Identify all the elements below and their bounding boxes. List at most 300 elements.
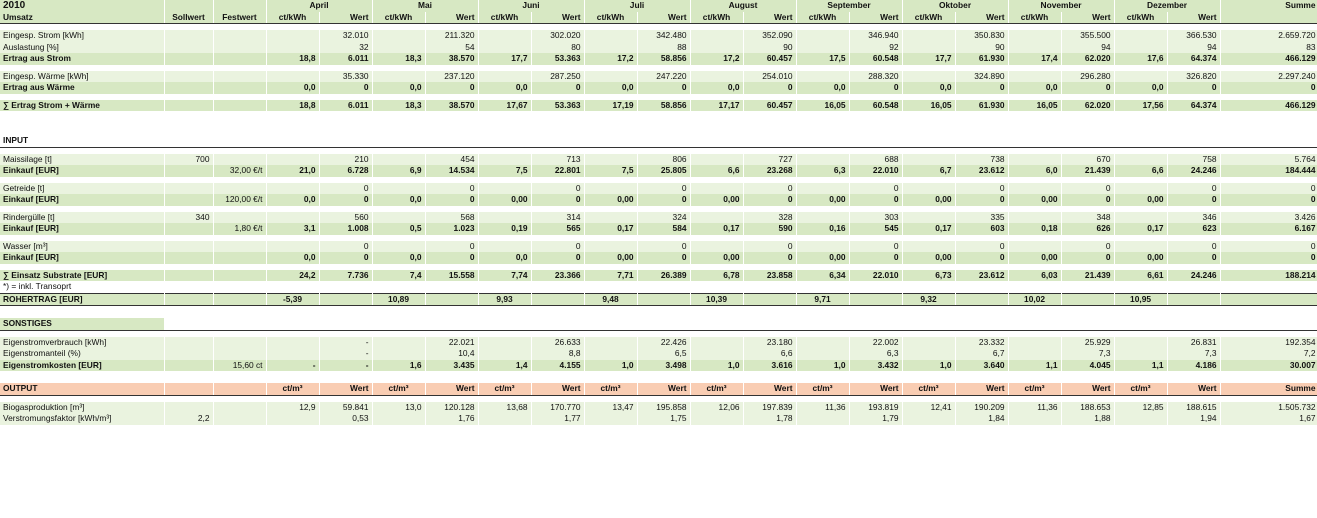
value-cell (849, 293, 902, 306)
value-cell: 0 (1167, 252, 1220, 264)
value-cell: 23.858 (743, 270, 796, 282)
value-cell (902, 337, 955, 349)
value-header: Wert (955, 383, 1008, 395)
row-label: Verstromungsfaktor [kWh/m³] (0, 413, 164, 425)
sum-cell: 2.659.720 (1220, 30, 1317, 42)
value-cell: 0,0 (266, 194, 319, 206)
value-cell (690, 337, 743, 349)
value-cell (478, 30, 531, 42)
empty-cell (690, 371, 743, 383)
sum-cell: 0 (1220, 82, 1317, 94)
value-cell: 0 (531, 183, 584, 195)
empty-cell (796, 281, 849, 293)
value-cell: 195.858 (637, 402, 690, 414)
value-cell: 0 (531, 82, 584, 94)
value-cell: 328 (743, 212, 796, 224)
value-cell: 18,8 (266, 100, 319, 112)
empty-cell (584, 281, 637, 293)
value-cell: 6.011 (319, 100, 372, 112)
empty-cell (955, 123, 1008, 135)
value-cell: 6,78 (690, 270, 743, 282)
value-cell: 7.736 (319, 270, 372, 282)
empty-cell (584, 135, 637, 147)
unit-header: ct/m³ (372, 383, 425, 395)
value-cell: 0 (1061, 252, 1114, 264)
value-cell (584, 183, 637, 195)
value-cell: 0,0 (1114, 82, 1167, 94)
value-header: Wert (743, 383, 796, 395)
value-cell: 25.805 (637, 165, 690, 177)
value-cell (1008, 212, 1061, 224)
sollwert-cell (164, 402, 213, 414)
value-cell: 6,7 (955, 348, 1008, 360)
value-cell: 17,67 (478, 100, 531, 112)
empty-cell (213, 318, 266, 330)
value-cell: 6,03 (1008, 270, 1061, 282)
festwert-cell: 32,00 €/t (213, 165, 266, 177)
value-cell: 0 (1061, 194, 1114, 206)
value-cell: 62.020 (1061, 100, 1114, 112)
value-cell: 60.548 (849, 53, 902, 65)
festwert-cell (213, 270, 266, 282)
sollwert-cell (164, 165, 213, 177)
value-cell: 7,5 (478, 165, 531, 177)
sonstiges-title: SONSTIGES (0, 318, 164, 330)
empty-cell (1061, 281, 1114, 293)
sollwert-cell: 2,2 (164, 413, 213, 425)
row-label: Einkauf [EUR] (0, 194, 164, 206)
row-label: ROHERTRAG [EUR] (0, 293, 164, 306)
value-cell: 303 (849, 212, 902, 224)
value-cell: 22.010 (849, 270, 902, 282)
empty-cell (1167, 318, 1220, 330)
month-header: September (796, 0, 902, 12)
value-cell: 302.020 (531, 30, 584, 42)
row-label: Einkauf [EUR] (0, 252, 164, 264)
empty-cell (164, 0, 213, 12)
value-cell: 603 (955, 223, 1008, 235)
value-cell: 0,17 (902, 223, 955, 235)
festwert-cell (213, 293, 266, 306)
value-cell: 6,6 (690, 165, 743, 177)
month-header: August (690, 0, 796, 12)
empty-cell (531, 135, 584, 147)
value-cell: 0 (637, 252, 690, 264)
empty-cell (637, 111, 690, 123)
empty-cell (743, 111, 796, 123)
festwert-cell (213, 100, 266, 112)
value-cell: 350.830 (955, 30, 1008, 42)
festwert-cell (213, 82, 266, 94)
value-cell: 0,5 (372, 223, 425, 235)
empty-cell (425, 371, 478, 383)
empty-cell (319, 318, 372, 330)
empty-cell (1008, 371, 1061, 383)
value-cell (955, 293, 1008, 306)
value-cell: 1.008 (319, 223, 372, 235)
value-cell: 1,94 (1167, 413, 1220, 425)
value-cell: 0,0 (266, 82, 319, 94)
value-cell: 12,85 (1114, 402, 1167, 414)
empty-cell (1114, 111, 1167, 123)
empty-cell (902, 371, 955, 383)
value-cell: 0,0 (1008, 82, 1061, 94)
value-cell: 6,6 (1114, 165, 1167, 177)
sum-cell: 2.297.240 (1220, 71, 1317, 83)
empty-cell (266, 135, 319, 147)
value-cell: 623 (1167, 223, 1220, 235)
data-row (0, 348, 1317, 360)
unit-header: ct/m³ (478, 383, 531, 395)
value-cell (1114, 30, 1167, 42)
value-cell (1114, 154, 1167, 166)
festwert-cell (213, 337, 266, 349)
value-cell: 366.530 (1167, 30, 1220, 42)
value-cell: 17,2 (690, 53, 743, 65)
value-cell: 11,36 (796, 402, 849, 414)
month-header: Dezember (1114, 0, 1220, 12)
value-cell: 806 (637, 154, 690, 166)
value-cell (902, 71, 955, 83)
value-cell: 26.389 (637, 270, 690, 282)
empty-cell (372, 123, 425, 135)
value-cell: 14.534 (425, 165, 478, 177)
value-cell (1114, 212, 1167, 224)
empty-cell (372, 135, 425, 147)
empty-cell (690, 111, 743, 123)
value-cell: 0,00 (1008, 252, 1061, 264)
output-header-row (0, 383, 1317, 395)
value-cell: 61.930 (955, 53, 1008, 65)
value-header: Wert (849, 383, 902, 395)
empty-cell (1008, 135, 1061, 147)
value-header: Wert (849, 12, 902, 24)
value-cell: 92 (849, 42, 902, 54)
festwert-cell: 15,60 ct (213, 360, 266, 372)
value-cell: 758 (1167, 154, 1220, 166)
empty-cell (637, 306, 690, 319)
empty-cell (1061, 135, 1114, 147)
empty-cell (955, 371, 1008, 383)
value-cell: 16,05 (1008, 100, 1061, 112)
value-cell: 170.770 (531, 402, 584, 414)
value-cell: 9,32 (902, 293, 955, 306)
value-cell: 335 (955, 212, 1008, 224)
data-row (0, 212, 1317, 224)
value-cell: 590 (743, 223, 796, 235)
empty-cell (164, 123, 213, 135)
value-cell: 6,61 (1114, 270, 1167, 282)
value-cell: 0 (955, 183, 1008, 195)
summe-header: Summe (1220, 383, 1317, 395)
value-cell: 22.801 (531, 165, 584, 177)
empty-cell (743, 306, 796, 319)
unit-header: ct/m³ (266, 383, 319, 395)
value-cell: 0 (1061, 183, 1114, 195)
sum-cell: 30.007 (1220, 360, 1317, 372)
empty-cell (0, 123, 164, 135)
empty-cell (266, 281, 319, 293)
sum-cell: 184.444 (1220, 165, 1317, 177)
value-cell (478, 212, 531, 224)
value-cell: 0,16 (796, 223, 849, 235)
value-cell: 64.374 (1167, 53, 1220, 65)
value-cell: 1,4 (478, 360, 531, 372)
empty-cell (478, 111, 531, 123)
value-cell: 18,3 (372, 53, 425, 65)
value-cell: 0,0 (796, 82, 849, 94)
value-cell: 6,7 (902, 165, 955, 177)
empty-cell (743, 123, 796, 135)
value-cell: 64.374 (1167, 100, 1220, 112)
value-cell: 23.180 (743, 337, 796, 349)
empty-cell (213, 0, 266, 12)
empty-cell (164, 281, 213, 293)
unit-header: ct/m³ (1008, 383, 1061, 395)
row-label: Eigenstromverbrauch [kWh] (0, 337, 164, 349)
value-cell: 352.090 (743, 30, 796, 42)
empty-cell (478, 306, 531, 319)
value-cell (796, 71, 849, 83)
empty-cell (1008, 306, 1061, 319)
value-cell: 0 (1167, 241, 1220, 253)
empty-cell (902, 123, 955, 135)
value-cell: 6,6 (743, 348, 796, 360)
empty-cell (1114, 306, 1167, 319)
empty-cell (425, 306, 478, 319)
value-cell: 23.366 (531, 270, 584, 282)
value-cell: 6,9 (372, 165, 425, 177)
value-cell: 12,41 (902, 402, 955, 414)
empty-cell (266, 111, 319, 123)
empty-cell (849, 318, 902, 330)
value-cell (584, 71, 637, 83)
empty-cell (478, 318, 531, 330)
empty-cell (796, 306, 849, 319)
value-cell: 23.612 (955, 270, 1008, 282)
value-header: Wert (637, 383, 690, 395)
empty-cell (902, 318, 955, 330)
value-cell: - (319, 337, 372, 349)
value-cell: 120.128 (425, 402, 478, 414)
value-cell (1114, 337, 1167, 349)
value-cell (1114, 241, 1167, 253)
value-cell: 0 (319, 183, 372, 195)
value-header: Wert (743, 12, 796, 24)
value-cell: 0 (1061, 241, 1114, 253)
value-cell: 237.120 (425, 71, 478, 83)
sum-cell: 3.426 (1220, 212, 1317, 224)
value-cell: 0,00 (1114, 194, 1167, 206)
value-cell: 355.500 (1061, 30, 1114, 42)
empty-cell (690, 306, 743, 319)
sollwert-cell (164, 252, 213, 264)
value-cell: 4.155 (531, 360, 584, 372)
value-cell: 0,0 (584, 82, 637, 94)
unit-header: ct/m³ (690, 383, 743, 395)
value-cell (372, 42, 425, 54)
value-cell: 7,71 (584, 270, 637, 282)
header-row-columns (0, 12, 1317, 24)
value-cell: 1,79 (849, 413, 902, 425)
value-cell (1008, 337, 1061, 349)
value-cell: 0 (743, 82, 796, 94)
value-cell (584, 42, 637, 54)
value-cell: 17,7 (902, 53, 955, 65)
value-cell: 0,0 (372, 194, 425, 206)
value-cell (796, 183, 849, 195)
unit-header: ct/m³ (902, 383, 955, 395)
empty-cell (796, 371, 849, 383)
value-cell: 6,5 (637, 348, 690, 360)
value-cell: 1,0 (902, 360, 955, 372)
row-label: Einkauf [EUR] (0, 165, 164, 177)
value-cell: 713 (531, 154, 584, 166)
empty-cell (425, 111, 478, 123)
empty-cell (478, 281, 531, 293)
value-cell: 3.435 (425, 360, 478, 372)
value-cell: 0 (955, 82, 1008, 94)
value-cell: 0,00 (478, 194, 531, 206)
festwert-cell (213, 402, 266, 414)
empty-cell (1061, 123, 1114, 135)
empty-cell (1061, 306, 1114, 319)
empty-cell (849, 306, 902, 319)
empty-cell (637, 281, 690, 293)
value-cell: 346.940 (849, 30, 902, 42)
value-cell: 1.023 (425, 223, 478, 235)
unit-header: ct/kWh (266, 12, 319, 24)
empty-cell (902, 111, 955, 123)
value-cell (372, 30, 425, 42)
empty-cell (796, 318, 849, 330)
value-cell: 0 (1167, 194, 1220, 206)
value-cell: 59.841 (319, 402, 372, 414)
value-cell (584, 337, 637, 349)
value-cell (478, 183, 531, 195)
value-cell: 21.439 (1061, 165, 1114, 177)
sum-cell: 0 (1220, 194, 1317, 206)
empty-cell (1061, 111, 1114, 123)
value-cell (1114, 42, 1167, 54)
output-title: OUTPUT (0, 383, 164, 395)
value-cell: 88 (637, 42, 690, 54)
value-cell (902, 241, 955, 253)
value-cell (1114, 183, 1167, 195)
sollwert-cell (164, 42, 213, 54)
empty-cell (690, 281, 743, 293)
empty-cell (1220, 318, 1317, 330)
value-cell (266, 413, 319, 425)
value-cell: 10,02 (1008, 293, 1061, 306)
value-cell: 0 (531, 241, 584, 253)
value-cell: 287.250 (531, 71, 584, 83)
row-label: Ertrag aus Wärme (0, 82, 164, 94)
empty-cell (266, 371, 319, 383)
empty-cell (849, 281, 902, 293)
row-label: Einkauf [EUR] (0, 223, 164, 235)
value-cell: 727 (743, 154, 796, 166)
value-cell (531, 293, 584, 306)
value-cell: 0,00 (902, 194, 955, 206)
value-cell: 0,00 (584, 194, 637, 206)
empty-cell (425, 318, 478, 330)
value-cell (796, 241, 849, 253)
empty-cell (637, 123, 690, 135)
year-label: 2010 (0, 0, 164, 12)
data-row (0, 100, 1317, 112)
value-cell: 342.480 (637, 30, 690, 42)
value-cell (743, 293, 796, 306)
empty-cell (1114, 135, 1167, 147)
festwert-cell (213, 53, 266, 65)
value-cell: 17,56 (1114, 100, 1167, 112)
sum-cell: 1,67 (1220, 413, 1317, 425)
value-cell (1008, 183, 1061, 195)
sollwert-cell: 340 (164, 212, 213, 224)
value-cell: 348 (1061, 212, 1114, 224)
value-cell: 1,78 (743, 413, 796, 425)
value-cell: 0,17 (584, 223, 637, 235)
value-cell: 560 (319, 212, 372, 224)
value-cell: 0,00 (690, 194, 743, 206)
value-cell: 6,34 (796, 270, 849, 282)
sollwert-cell (164, 270, 213, 282)
value-cell: 22.002 (849, 337, 902, 349)
value-cell (266, 337, 319, 349)
value-cell: 38.570 (425, 100, 478, 112)
value-cell (1008, 241, 1061, 253)
empty-cell: Summe (1220, 0, 1317, 12)
empty-cell (213, 123, 266, 135)
empty-cell (1220, 123, 1317, 135)
value-cell: 0 (849, 82, 902, 94)
empty-cell (164, 318, 213, 330)
value-cell: 90 (743, 42, 796, 54)
value-cell: 6,3 (796, 165, 849, 177)
value-cell: 688 (849, 154, 902, 166)
value-cell (796, 154, 849, 166)
spacer-row (0, 371, 1317, 383)
empty-cell (902, 135, 955, 147)
value-cell (690, 71, 743, 83)
value-cell: 247.220 (637, 71, 690, 83)
empty-cell (690, 135, 743, 147)
value-cell (690, 413, 743, 425)
value-cell: 0 (955, 252, 1008, 264)
empty-cell (0, 306, 164, 319)
value-header: Wert (955, 12, 1008, 24)
unit-header: ct/m³ (1114, 383, 1167, 395)
value-cell: 9,93 (478, 293, 531, 306)
value-cell (478, 241, 531, 253)
row-label: Wasser [m³] (0, 241, 164, 253)
row-label: Eigenstromanteil (%) (0, 348, 164, 360)
value-cell: 0 (637, 241, 690, 253)
value-cell (637, 293, 690, 306)
sum-cell: 83 (1220, 42, 1317, 54)
unit-header: ct/kWh (1008, 12, 1061, 24)
empty-cell (372, 371, 425, 383)
value-cell: 35.330 (319, 71, 372, 83)
sum-cell: 5.764 (1220, 154, 1317, 166)
summe-header (1220, 12, 1317, 24)
value-cell: 21,0 (266, 165, 319, 177)
empty-cell (213, 135, 266, 147)
value-cell (796, 413, 849, 425)
festwert-cell (213, 252, 266, 264)
value-cell: 0 (955, 194, 1008, 206)
